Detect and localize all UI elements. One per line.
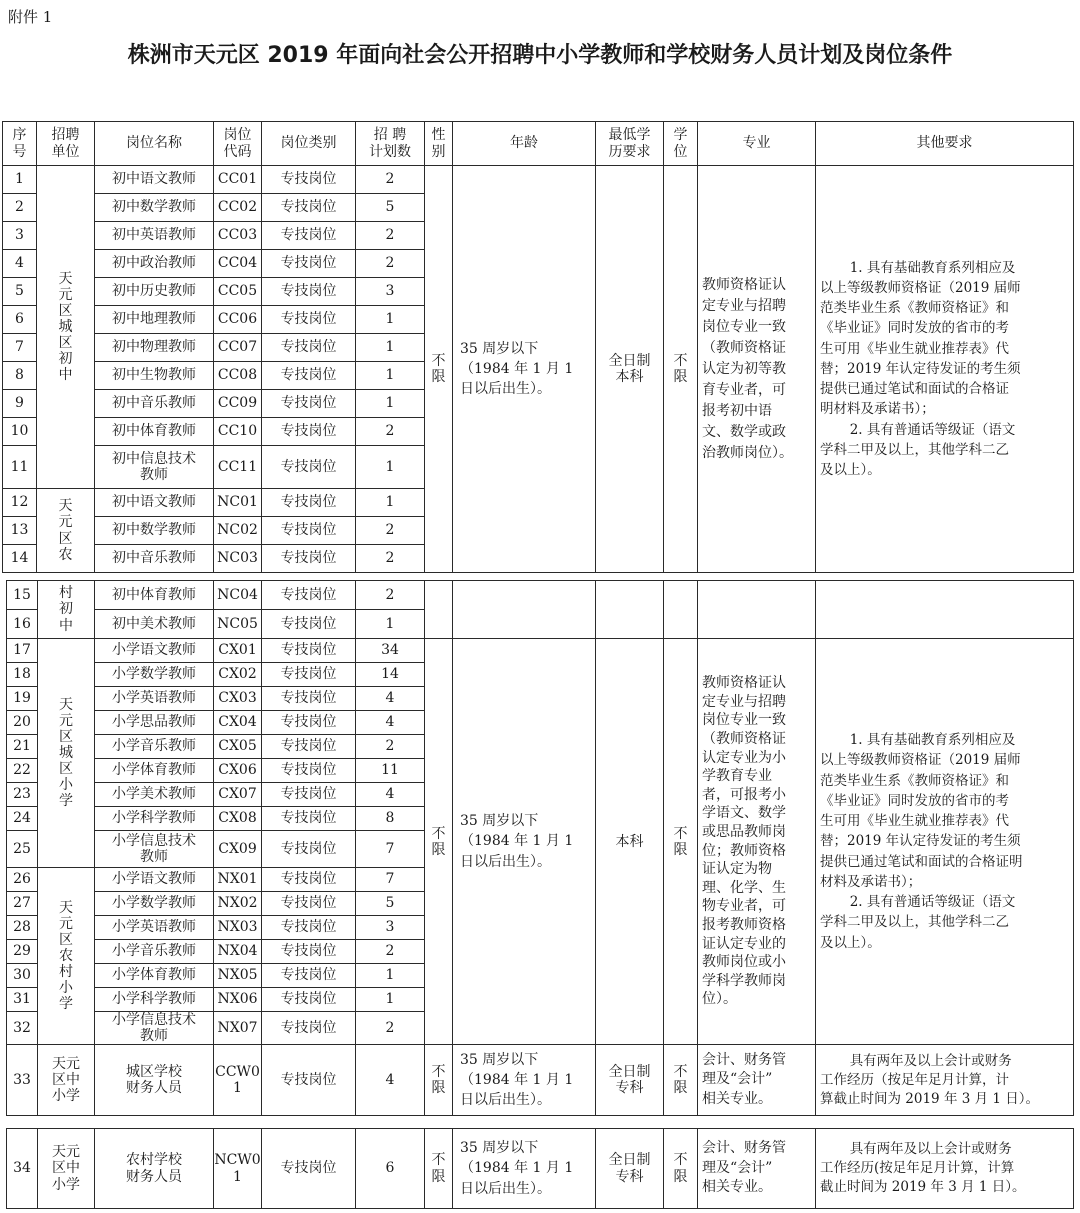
table-row	[7, 1129, 1074, 1209]
position-type: 专技岗位	[262, 334, 356, 362]
row-no: 12	[3, 489, 37, 517]
row-no: 2	[3, 194, 37, 222]
major-cell: 会计、财务管 理及“会计” 相关专业。	[698, 1045, 816, 1116]
position-name: 初中音乐教师	[95, 545, 214, 573]
position-name: 初中生物教师	[95, 362, 214, 390]
position-type: 专技岗位	[262, 663, 356, 687]
table-row	[3, 166, 1074, 194]
row-no: 10	[3, 418, 37, 446]
position-type: 专技岗位	[262, 868, 356, 892]
row-no: 32	[7, 1012, 38, 1045]
row-no: 16	[7, 610, 38, 639]
degree-cell-empty	[664, 581, 698, 639]
position-code: CC09	[214, 390, 262, 418]
plan-count: 1	[356, 489, 425, 517]
degree-cell: 不 限	[664, 166, 698, 573]
header-code: 岗位 代码	[214, 122, 262, 166]
plan-count: 5	[356, 194, 425, 222]
header-age: 年龄	[453, 122, 596, 166]
plan-count: 2	[356, 581, 425, 610]
plan-count: 2	[356, 418, 425, 446]
header-unit: 招聘 单位	[37, 122, 95, 166]
header-row	[3, 122, 1074, 166]
position-type: 专技岗位	[262, 735, 356, 759]
header-major: 专业	[698, 122, 816, 166]
row-no: 21	[7, 735, 38, 759]
major-cell: 教师资格证认 定专业与招聘 岗位专业一致 （教师资格证 认定为初等教 育专业者，可 报考初中语 文、数学或政 治教师岗位）。	[698, 166, 816, 573]
plan-count: 5	[356, 892, 425, 916]
position-name: 初中数学教师	[95, 517, 214, 545]
plan-count: 2	[356, 545, 425, 573]
plan-count: 2	[356, 250, 425, 278]
position-type: 专技岗位	[262, 1012, 356, 1045]
position-type: 专技岗位	[262, 892, 356, 916]
position-code: NC02	[214, 517, 262, 545]
position-type: 专技岗位	[262, 390, 356, 418]
major-cell-empty	[698, 581, 816, 639]
header-plan: 招 聘 计划数	[356, 122, 425, 166]
plan-count: 11	[356, 759, 425, 783]
plan-count: 2	[356, 166, 425, 194]
education-cell: 本科	[596, 639, 664, 1045]
position-type: 专技岗位	[262, 831, 356, 868]
plan-count: 6	[356, 1129, 425, 1209]
header-gender: 性 别	[425, 122, 453, 166]
other-requirements-cell: 具有两年及以上会计或财务 工作经历（按足年足月计算，计 算截止时间为 2019 年 3 月 1 日）。	[816, 1045, 1074, 1116]
position-code: CX05	[214, 735, 262, 759]
plan-count: 4	[356, 783, 425, 807]
position-type: 专技岗位	[262, 783, 356, 807]
plan-count: 4	[356, 687, 425, 711]
plan-count: 3	[356, 278, 425, 306]
position-code: NX01	[214, 868, 262, 892]
row-no: 11	[3, 446, 37, 489]
plan-count: 34	[356, 639, 425, 663]
position-name: 小学语文教师	[95, 868, 214, 892]
position-type: 专技岗位	[262, 278, 356, 306]
position-type: 专技岗位	[262, 940, 356, 964]
unit-cell: 天元区农	[37, 489, 95, 573]
row-no: 7	[3, 334, 37, 362]
position-name: 初中政治教师	[95, 250, 214, 278]
plan-count: 1	[356, 334, 425, 362]
position-name: 初中音乐教师	[95, 390, 214, 418]
plan-count: 1	[356, 610, 425, 639]
position-type: 专技岗位	[262, 988, 356, 1012]
position-code: NC04	[214, 581, 262, 610]
position-name: 初中物理教师	[95, 334, 214, 362]
position-name: 初中信息技术 教师	[95, 446, 214, 489]
education-cell: 全日制 专科	[596, 1045, 664, 1116]
row-no: 31	[7, 988, 38, 1012]
plan-count: 4	[356, 1045, 425, 1116]
age-cell: 35 周岁以下 （1984 年 1 月 1 日以后出生）。	[453, 639, 596, 1045]
position-name: 城区学校 财务人员	[95, 1045, 214, 1116]
row-no: 14	[3, 545, 37, 573]
plan-count: 7	[356, 868, 425, 892]
position-type: 专技岗位	[262, 194, 356, 222]
position-type: 专技岗位	[262, 759, 356, 783]
row-no: 29	[7, 940, 38, 964]
position-code: CC02	[214, 194, 262, 222]
row-no: 3	[3, 222, 37, 250]
position-type: 专技岗位	[262, 489, 356, 517]
position-type: 专技岗位	[262, 610, 356, 639]
other-cell-empty	[816, 581, 1074, 639]
position-name: 小学科学教师	[95, 988, 214, 1012]
plan-count: 2	[356, 735, 425, 759]
education-cell: 全日制 本科	[596, 166, 664, 573]
document-title: 株洲市天元区 2019 年面向社会公开招聘中小学教师和学校财务人员计划及岗位条件	[127, 43, 953, 68]
degree-cell: 不 限	[664, 1129, 698, 1209]
row-no: 34	[7, 1129, 38, 1209]
header-no: 序 号	[3, 122, 37, 166]
plan-count: 2	[356, 517, 425, 545]
position-code: NC05	[214, 610, 262, 639]
position-name: 农村学校 财务人员	[95, 1129, 214, 1209]
degree-cell: 不 限	[664, 1045, 698, 1116]
row-no: 17	[7, 639, 38, 663]
position-code: NX06	[214, 988, 262, 1012]
position-type: 专技岗位	[262, 306, 356, 334]
header-category: 岗位类别	[262, 122, 356, 166]
position-name: 小学体育教师	[95, 964, 214, 988]
position-type: 专技岗位	[262, 916, 356, 940]
row-no: 23	[7, 783, 38, 807]
gender-cell: 不 限	[425, 1045, 453, 1116]
position-type: 专技岗位	[262, 166, 356, 194]
position-type: 专技岗位	[262, 711, 356, 735]
position-name: 小学英语教师	[95, 687, 214, 711]
position-name: 小学思品教师	[95, 711, 214, 735]
unit-cell: 天元 区中 小学	[38, 1129, 95, 1209]
plan-count: 2	[356, 940, 425, 964]
plan-count: 4	[356, 711, 425, 735]
age-cell: 35 周岁以下 （1984 年 1 月 1 日以后出生）。	[453, 1045, 596, 1116]
row-no: 9	[3, 390, 37, 418]
position-type: 专技岗位	[262, 446, 356, 489]
unit-cell: 天元区城区小学	[38, 639, 95, 868]
position-code: CC11	[214, 446, 262, 489]
row-no: 5	[3, 278, 37, 306]
position-name: 小学信息技术 教师	[95, 831, 214, 868]
plan-count: 2	[356, 222, 425, 250]
major-cell: 会计、财务管 理及“会计” 相关专业。	[698, 1129, 816, 1209]
recruitment-table-part1	[2, 121, 1074, 573]
position-code: CX08	[214, 807, 262, 831]
age-cell-empty	[453, 581, 596, 639]
row-no: 13	[3, 517, 37, 545]
position-name: 小学科学教师	[95, 807, 214, 831]
header-position: 岗位名称	[95, 122, 214, 166]
education-cell: 全日制 专科	[596, 1129, 664, 1209]
position-code: CX09	[214, 831, 262, 868]
gender-cell: 不 限	[425, 639, 453, 1045]
position-type: 专技岗位	[262, 517, 356, 545]
position-name: 初中语文教师	[95, 489, 214, 517]
position-code: CC07	[214, 334, 262, 362]
row-no: 18	[7, 663, 38, 687]
position-name: 小学语文教师	[95, 639, 214, 663]
position-code: CX03	[214, 687, 262, 711]
plan-count: 1	[356, 362, 425, 390]
position-name: 小学美术教师	[95, 783, 214, 807]
position-code: CC08	[214, 362, 262, 390]
header-other: 其他要求	[816, 122, 1074, 166]
position-code: CX07	[214, 783, 262, 807]
unit-cell: 天元区城区初中	[37, 166, 95, 489]
row-no: 25	[7, 831, 38, 868]
header-education: 最低学 历要求	[596, 122, 664, 166]
position-name: 初中语文教师	[95, 166, 214, 194]
plan-count: 8	[356, 807, 425, 831]
plan-count: 1	[356, 446, 425, 489]
row-no: 26	[7, 868, 38, 892]
position-name: 小学数学教师	[95, 663, 214, 687]
position-code: CC03	[214, 222, 262, 250]
age-cell: 35 周岁以下 （1984 年 1 月 1 日以后出生）。	[453, 1129, 596, 1209]
gender-cell: 不 限	[425, 1129, 453, 1209]
position-type: 专技岗位	[262, 1045, 356, 1116]
row-no: 1	[3, 166, 37, 194]
position-code: CX06	[214, 759, 262, 783]
position-code: CC05	[214, 278, 262, 306]
position-type: 专技岗位	[262, 362, 356, 390]
position-code: CC01	[214, 166, 262, 194]
plan-count: 7	[356, 831, 425, 868]
position-name: 小学音乐教师	[95, 940, 214, 964]
unit-cell: 天元区农村小学	[38, 868, 95, 1045]
unit-cell: 村初中	[38, 581, 95, 639]
plan-count: 1	[356, 964, 425, 988]
position-code: CC06	[214, 306, 262, 334]
position-code: NX05	[214, 964, 262, 988]
position-name: 小学体育教师	[95, 759, 214, 783]
position-code: CX04	[214, 711, 262, 735]
table-row	[7, 639, 1074, 663]
row-no: 24	[7, 807, 38, 831]
row-no: 19	[7, 687, 38, 711]
unit-cell: 天元 区中 小学	[38, 1045, 95, 1116]
position-type: 专技岗位	[262, 687, 356, 711]
position-code: NX03	[214, 916, 262, 940]
position-type: 专技岗位	[262, 1129, 356, 1209]
position-name: 初中体育教师	[95, 581, 214, 610]
position-name: 初中体育教师	[95, 418, 214, 446]
degree-cell: 不 限	[664, 639, 698, 1045]
position-type: 专技岗位	[262, 250, 356, 278]
position-code: NC01	[214, 489, 262, 517]
row-no: 22	[7, 759, 38, 783]
position-code: CX02	[214, 663, 262, 687]
row-no: 30	[7, 964, 38, 988]
position-name: 小学数学教师	[95, 892, 214, 916]
position-name: 初中美术教师	[95, 610, 214, 639]
row-no: 8	[3, 362, 37, 390]
position-type: 专技岗位	[262, 545, 356, 573]
position-code: CC10	[214, 418, 262, 446]
position-name: 初中数学教师	[95, 194, 214, 222]
other-requirements-cell: 具有两年及以上会计或财务 工作经历(按足年足月计算，计算 截止时间为 2019 年 3 月 1 日）。	[816, 1129, 1074, 1209]
other-requirements-cell: 1. 具有基础教育系列相应及 以上等级教师资格证（2019 届师 范类毕业生系《教师资格证》和 《毕业证》同时发放的省市的考 生可用《毕业生就业推荐表》代 替；2019 年认定待发证的考生须 提供已通过笔试和面试的合格证明 材料及承诺书）； 2. 具有普通话等级证（语文 学科二甲及以上，其他学科二乙 及以上）。	[816, 639, 1074, 1045]
plan-count: 1	[356, 390, 425, 418]
table-row	[7, 581, 1074, 610]
major-cell: 教师资格证认 定专业与招聘 岗位专业一致 （教师资格证 认定专业为小 学教育专业 者，可报考小 学语文、数学 或思品教师岗 位；教师资格 证认定为物 理、化学、生 物专业者，可 报考教师资格 证认定专业的 教师岗位或小 学科学教师岗 位）。	[698, 639, 816, 1045]
position-type: 专技岗位	[262, 639, 356, 663]
row-no: 6	[3, 306, 37, 334]
plan-count: 1	[356, 306, 425, 334]
position-name: 初中英语教师	[95, 222, 214, 250]
row-no: 4	[3, 250, 37, 278]
attachment-label: 附件 1	[8, 8, 53, 26]
plan-count: 1	[356, 988, 425, 1012]
row-no: 28	[7, 916, 38, 940]
position-code: NX02	[214, 892, 262, 916]
position-type: 专技岗位	[262, 418, 356, 446]
position-code: NX04	[214, 940, 262, 964]
position-code: CCW0 1	[214, 1045, 262, 1116]
position-type: 专技岗位	[262, 807, 356, 831]
position-name: 小学信息技术 教师	[95, 1012, 214, 1045]
other-requirements-cell: 1. 具有基础教育系列相应及 以上等级教师资格证（2019 届师 范类毕业生系《教师资格证》和 《毕业证》同时发放的省市的考 生可用《毕业生就业推荐表》代 替；2019 年认定待发证的考生须 提供已通过笔试和面试的合格证 明材料及承诺书）； 2. 具有普通话等级证（语文 学科二甲及以上，其他学科二乙 及以上）。	[816, 166, 1074, 573]
recruitment-table-part3	[6, 1128, 1074, 1209]
table-row	[7, 1045, 1074, 1116]
row-no: 27	[7, 892, 38, 916]
gender-cell-empty	[425, 581, 453, 639]
education-cell-empty	[596, 581, 664, 639]
row-no: 33	[7, 1045, 38, 1116]
position-code: CX01	[214, 639, 262, 663]
position-type: 专技岗位	[262, 581, 356, 610]
plan-count: 14	[356, 663, 425, 687]
age-cell: 35 周岁以下 （1984 年 1 月 1 日以后出生）。	[453, 166, 596, 573]
position-code: NC03	[214, 545, 262, 573]
position-type: 专技岗位	[262, 964, 356, 988]
plan-count: 2	[356, 1012, 425, 1045]
row-no: 20	[7, 711, 38, 735]
position-code: NX07	[214, 1012, 262, 1045]
position-name: 小学英语教师	[95, 916, 214, 940]
position-name: 初中历史教师	[95, 278, 214, 306]
position-type: 专技岗位	[262, 222, 356, 250]
position-code: CC04	[214, 250, 262, 278]
header-degree: 学 位	[664, 122, 698, 166]
row-no: 15	[7, 581, 38, 610]
recruitment-table-part2	[6, 580, 1074, 1116]
position-code: NCW0 1	[214, 1129, 262, 1209]
position-name: 小学音乐教师	[95, 735, 214, 759]
position-name: 初中地理教师	[95, 306, 214, 334]
plan-count: 3	[356, 916, 425, 940]
gender-cell: 不 限	[425, 166, 453, 573]
